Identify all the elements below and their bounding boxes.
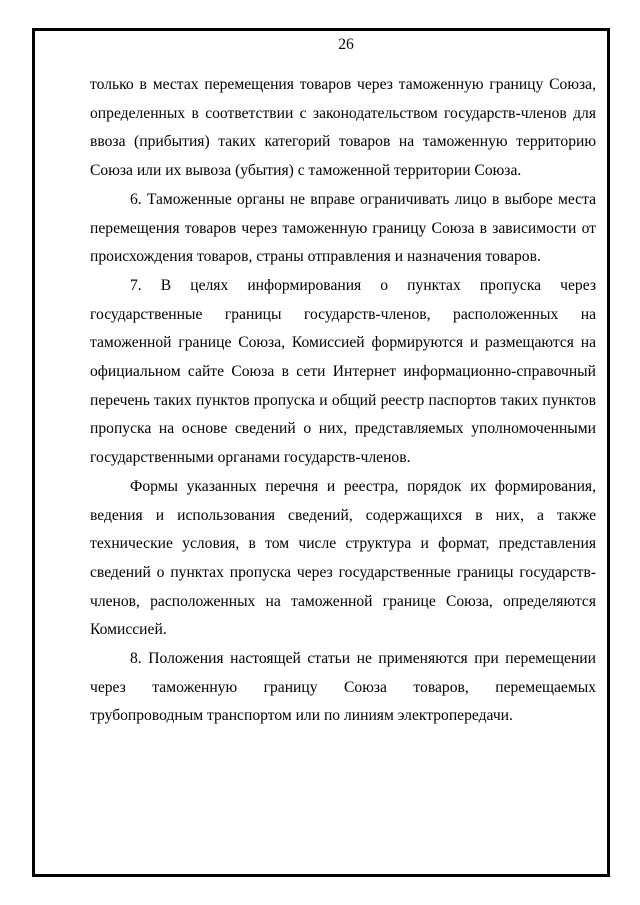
paragraph-item-8: 8. Положения настоящей статьи не применяются при перемещении через таможенную границу Союза товаров, перемещаемых трубопроводным транспортом или по линиям электропередачи.	[90, 650, 596, 725]
paragraph-item-6: 6. Таможенные органы не вправе ограничивать лицо в выборе места перемещения товаров через таможенную границу Союза в зависимости от происхождения товаров, страны отправления и назначения товаров.	[90, 190, 596, 266]
paragraph-item-7: 7. В целях информирования о пунктах пропуска через государственные границы государств-членов, расположенных на таможенной границе Союза, Комиссией формируются и размещаются на официальном сайте Союза в сети Интернет информационно-справочный перечень таких пунктов пропуска и общий реестр паспортов таких пунктов пропуска на основе сведений о них, представляемых уполномоченными государственными органами государств-членов.	[90, 276, 596, 467]
document-page	[90, 35, 596, 731]
page-number: 26	[338, 36, 354, 53]
paragraph-continuation: только в местах перемещения товаров через таможенную границу Союза, определенных в соответствии с законодательством государств-членов для ввоза (прибытия) таких категорий товаров на таможенную территорию Союза или их вывоза (убытия) с таможенной территории Союза.	[90, 76, 596, 180]
paragraph-forms: Формы указанных перечня и реестра, порядок их формирования, ведения и использования сведений, содержащихся в них, а также технические условия, в том числе структура и формат, представления сведений о пунктах пропуска через государственные границы государств-членов, расположенных на таможенной границе Союза, определяются Комиссией.	[90, 477, 596, 639]
